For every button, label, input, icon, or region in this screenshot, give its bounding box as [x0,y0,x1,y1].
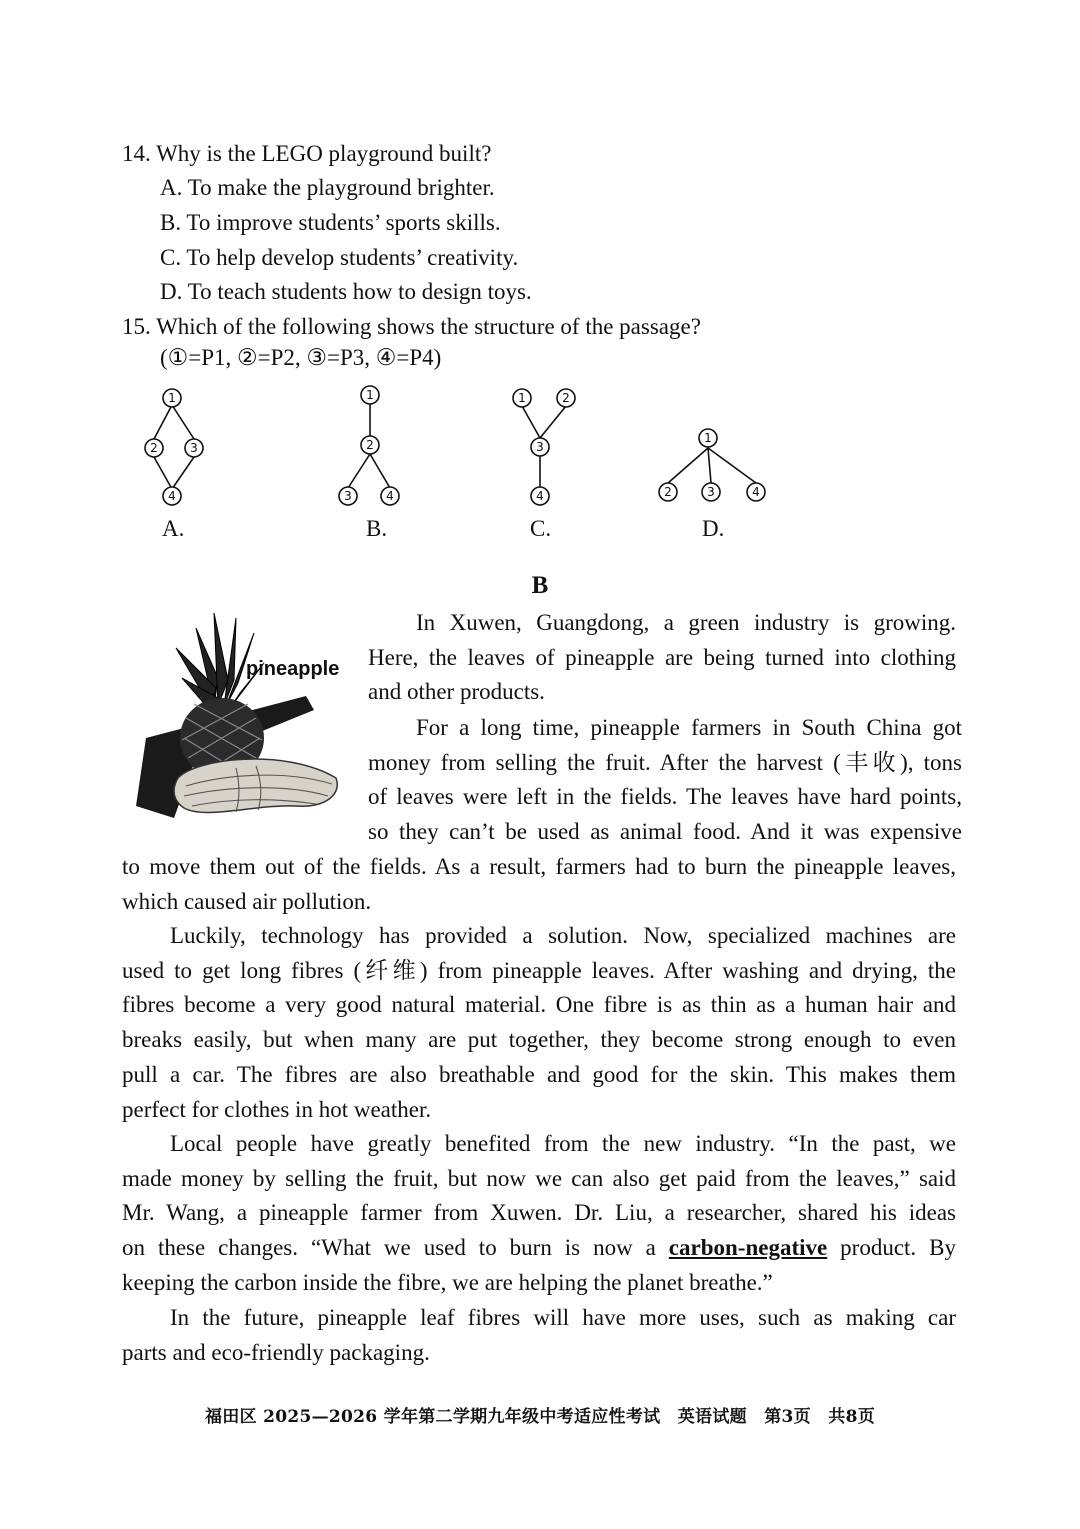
q15-stem: 15. Which of the following shows the structure of the passage? [122,314,701,339]
q15-note: (①=P1, ②=P2, ③=P3, ④=P4) [160,345,442,370]
text-line: pull a car. The fibres are also breathable and good for the skin. This makes them [122,1061,956,1087]
node-label: 4 [386,489,394,503]
node-label: 2 [664,485,672,499]
node-label: 3 [707,485,715,499]
text-line-with-term [122,1231,956,1266]
paragraph-4 [122,1127,956,1301]
text-line: fibres become a very good natural material. One fibre is as thin as a human hair and [122,992,956,1018]
text-fragment: product. By [827,1235,956,1261]
node-label: 2 [366,438,374,452]
node-label: 4 [752,485,760,499]
text-line: Here, the leaves of pineapple are being turned into clothing [368,644,956,670]
node-label: 3 [344,489,352,503]
text-line: made money by selling the fruit, but now we can also get paid from the leaves,” said [122,1165,956,1191]
paragraph-1 [368,606,956,710]
q14-stem: 14. Why is the LEGO playground built? [122,141,492,166]
diagram-node-labels [150,388,760,503]
node-label: 2 [150,441,158,455]
node-label: 3 [190,441,198,455]
q14-option-c: C. To help develop students’ creativity. [160,245,519,270]
q14-option-d: D. To teach students how to design toys. [160,279,532,304]
paragraph-5 [122,1301,956,1370]
node-label: 3 [536,440,544,454]
node-label: 1 [704,431,712,445]
section-heading: B [531,572,549,599]
text-line: money from selling the fruit. After the harvest (丰收), tons [368,749,962,775]
text-line: For a long time, pineapple farmers in South China got [416,715,962,740]
node-label: 1 [518,391,526,405]
paragraph-2-bottom [122,850,956,919]
text-line: Local people have greatly benefited from the new industry. “In the past, we [170,1131,956,1156]
text-line: and other products. [368,679,545,705]
text-line: parts and eco-friendly packaging. [122,1339,430,1365]
diagram-d [668,448,756,483]
underlined-term: carbon-negative [668,1235,828,1261]
paragraph-2-top [368,711,962,850]
image-label: pineapple [246,658,340,680]
text-line: to move them out of the fields. As a result, farmers had to burn the pineapple leaves, [122,854,956,879]
text-line: Luckily, technology has provided a solution. Now, specialized machines are [170,923,956,948]
diagram-label-b: B. [366,516,388,541]
text-line: of leaves were left in the fields. The leaves have hard points, [368,784,962,810]
text-line: which caused air pollution. [122,888,372,914]
diagram-label-c: C. [530,516,552,541]
text-line: In the future, pineapple leaf fibres will have more uses, such as making car [170,1305,956,1330]
text-fragment: on these changes. “What we used to burn is now a [122,1235,669,1261]
pineapple-image [136,608,348,823]
paragraph-3 [122,919,956,1127]
q14-option-b: B. To improve students’ sports skills. [160,210,501,235]
diagram-label-a: A. [162,516,185,541]
q14-option-a: A. To make the playground brighter. [160,175,495,200]
node-label: 4 [168,489,176,503]
node-label: 4 [536,489,544,503]
node-label: 2 [562,391,570,405]
diagram-label-d: D. [702,516,725,541]
text-line: perfect for clothes in hot weather. [122,1096,432,1122]
text-line: Mr. Wang, a pineapple farmer from Xuwen. Dr. Liu, a researcher, shared his ideas [122,1200,956,1226]
text-line: keeping the carbon inside the fibre, we are helping the planet breathe.” [122,1269,773,1295]
text-line: so they can’t be used as animal food. And it was expensive [368,819,962,845]
text-line: breaks easily, but when many are put together, they become strong enough to even [122,1027,956,1053]
text-line: used to get long fibres (纤维) from pineapple leaves. After washing and drying, the [122,957,956,983]
text-line: In Xuwen, Guangdong, a green industry is growing. [416,610,956,635]
node-label: 1 [366,388,374,402]
node-label: 1 [168,391,176,405]
page-footer: 福田区 2025—2026 学年第二学期九年级中考适应性考试 英语试题 第3页 共8页 [204,1407,876,1427]
